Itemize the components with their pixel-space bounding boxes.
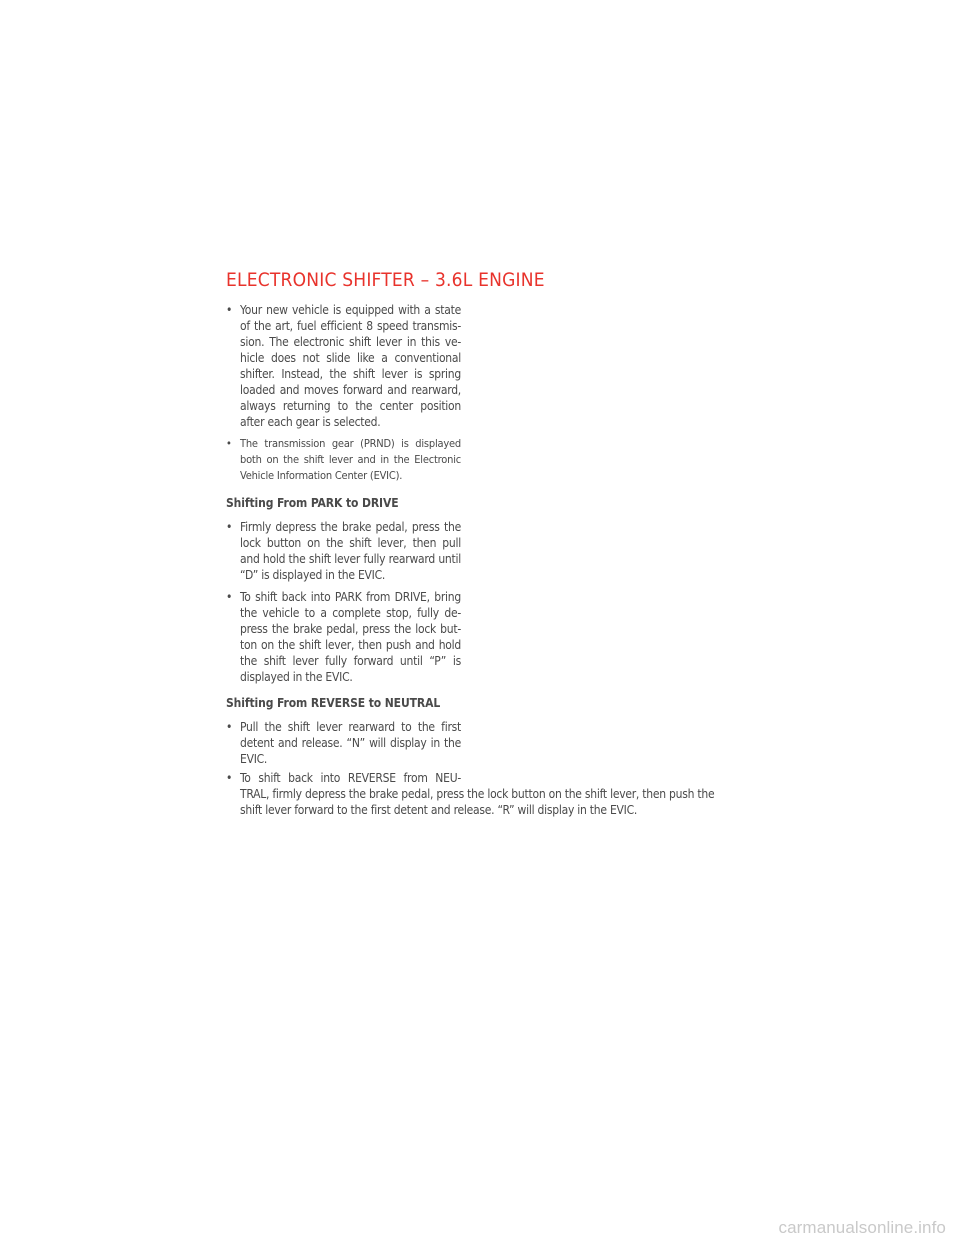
bullet-marker: • xyxy=(226,771,233,785)
bullet-text: Firmly depress the brake pedal, press the lock button on the shift lever, then pull and hold the shift lever fully rearward until “D” is displayed in the EVIC. xyxy=(240,520,461,582)
reverse-neutral-wide-bullet xyxy=(226,770,716,818)
wide-bullet-first-line xyxy=(226,770,461,786)
bullet-text-continuation: TRAL, firmly depress the brake pedal, press the lock button on the shift lever, then push the shift lever forward to the first detent and release. “R” will display in the EVIC. xyxy=(240,787,715,817)
park-drive-bullet xyxy=(226,519,461,583)
reverse-neutral-bullet xyxy=(226,719,461,767)
bullet-text: To shift back into PARK from DRIVE, bring the vehicle to a complete stop, fully de-press the brake pedal, press the lock but-ton on the shift lever, then push and hold the shift lever fully forward until “P” is displayed in the EVIC. xyxy=(240,590,461,684)
site-watermark: carmanualsonline.info xyxy=(778,1218,946,1237)
bullet-marker: • xyxy=(226,590,233,604)
bullet-marker: • xyxy=(226,720,233,734)
bullet-text: The transmission gear (PRND) is displayed both on the shift lever and in the Electronic Vehicle Information Center (EVIC). xyxy=(240,437,461,482)
bullet-text: Pull the shift lever rearward to the first detent and release. “N” will display in the EVIC. xyxy=(240,720,461,766)
subheading-park-to-drive: Shifting From PARK to DRIVE xyxy=(226,496,399,510)
section-title: ELECTRONIC SHIFTER – 3.6L ENGINE xyxy=(226,269,545,291)
park-drive-bullet xyxy=(226,589,461,685)
bullet-marker: • xyxy=(226,303,233,317)
bullet-text: Your new vehicle is equipped with a state of the art, fuel efficient 8 speed transmis-sion. The electronic shift lever in this ve-hicle does not slide like a conventional shifter. Instead, the shift lever is spring loaded and moves forward and rearward, always returning to the center position after each gear is selected. xyxy=(240,303,461,429)
bullet-text-first-line: To shift back into REVERSE from NEU- xyxy=(240,771,461,785)
bullet-marker: • xyxy=(226,437,232,450)
subheading-reverse-to-neutral: Shifting From REVERSE to NEUTRAL xyxy=(226,696,441,710)
text-column xyxy=(226,302,461,773)
intro-bullet xyxy=(226,302,461,430)
intro-bullet xyxy=(226,436,461,484)
bullet-marker: • xyxy=(226,520,233,534)
